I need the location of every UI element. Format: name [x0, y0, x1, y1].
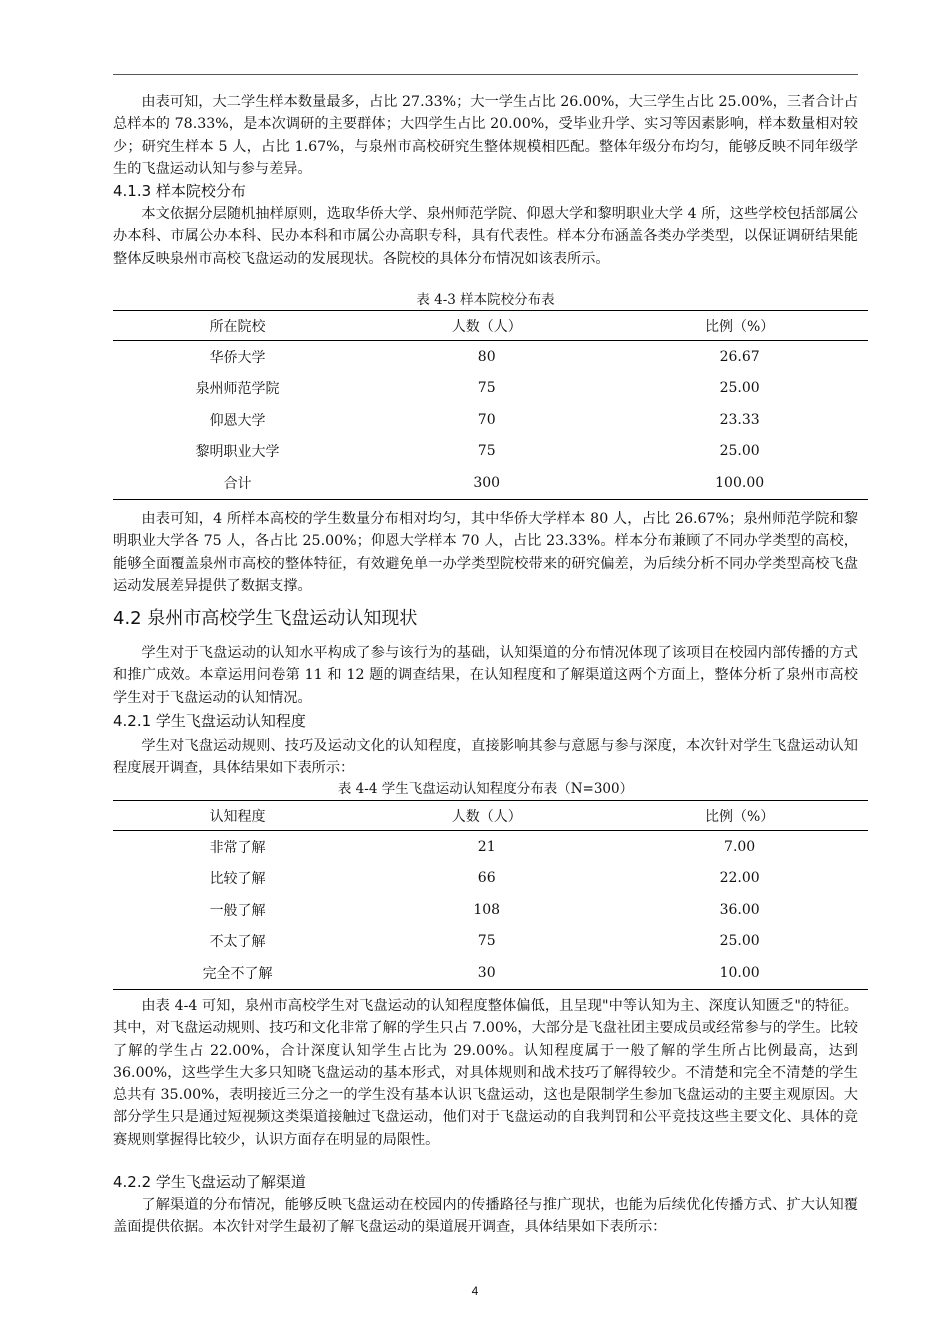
- paragraph-grade-summary: [113, 91, 858, 180]
- paragraph-cognition-analysis: [113, 995, 858, 1151]
- paragraph-school-analysis: [113, 508, 858, 597]
- column-header: 比例（%）: [611, 311, 868, 341]
- table-cell: 非常了解: [209, 839, 266, 856]
- heading-4-1-3: 4.1.3 样本院校分布: [113, 182, 246, 200]
- table-cell: 22.00: [719, 870, 760, 887]
- table-cell: 合计: [223, 475, 252, 492]
- paragraph-channel-intro: [113, 1194, 858, 1239]
- table-row: [113, 863, 868, 895]
- table-cell: 75: [477, 380, 496, 397]
- table-row: [113, 926, 868, 958]
- table-cell: 25.00: [719, 443, 760, 460]
- table-row: [113, 373, 868, 405]
- table-row: [113, 467, 868, 499]
- table-cell: 23.33: [719, 411, 760, 428]
- paragraph-text: 由表可知，大二学生样本数量最多，占比 27.33%；大一学生占比 26.00%，大三学生占比 25.00%，三者合计占总样本的 78.33%，是本次调研的主要群体；大四学生占比 20.00%，受毕业升学、实习等因素影响，样本数量相对较少；研究生样本 5 人，占比 1.67%，与泉州市高校研究生整体规模相匹配。整体年级分布均匀，能够反映不同年级学生的飞盘运动认知与参与差异。: [113, 94, 858, 177]
- paragraph-text: 由表可知，4 所样本高校的学生数量分布相对均匀，其中华侨大学样本 80 人，占比 26.67%；泉州师范学院和黎明职业大学各 75 人，各占比 25.00%；仰恩大学样本 70 人，占比 23.33%。样本分布兼顾了不同办学类型的高校，能够全面覆盖泉州市高校的整体特征，有效避免单一办学类型院校带来的研究偏差，为后续分析不同办学类型高校飞盘运动发展差异提供了数据支撑。: [113, 511, 858, 594]
- paragraph-text: 由表 4-4 可知，泉州市高校学生对飞盘运动的认知程度整体偏低，且呈现"中等认知为主、深度认知匮乏"的特征。其中，对飞盘运动规则、技巧和文化非常了解的学生只占 7.00%，大部分是飞盘社团主要成员或经常参与的学生。比较了解的学生占 22.00%，合计深度认知学生占比为 29.00%。认知程度属于一般了解的学生所占比例最高，达到 36.00%，这些学生大多只知晓飞盘运动的基本形式，对具体规则和战术技巧了解得较少。不清楚和完全不清楚的学生总共有 35.00%，表明接近三分之一的学生没有基本认识飞盘运动，这也是限制学生参加飞盘运动的主要主观原因。大部分学生只是通过短视频这类渠道接触过飞盘运动，他们对于飞盘运动的自我判罚和公平竞技这些主要文化、具体的竞赛规则掌握得比较少，认识方面存在明显的局限性。: [113, 998, 858, 1148]
- heading-4-2-1: 4.2.1 学生飞盘运动认知程度: [113, 712, 306, 730]
- table-cell: 70: [477, 411, 496, 428]
- table-cell: 完全不了解: [202, 965, 273, 982]
- table-cell: 仰恩大学: [209, 412, 266, 429]
- table-row: [113, 404, 868, 436]
- table-row: [113, 894, 868, 926]
- table-cell: 不太了解: [209, 934, 266, 951]
- column-header: 比例（%）: [611, 801, 868, 831]
- paragraph-text: 学生对于飞盘运动的认知水平构成了参与该行为的基础，认知渠道的分布情况体现了该项目在校园内部传播的方式和推广成效。本章运用问卷第 11 和 12 题的调查结果，在认知程度和了解渠道这两个方面上，整体分析了泉州市高校学生对于飞盘运动的认知情况。: [113, 645, 858, 706]
- table-cell: 75: [477, 443, 496, 460]
- table-cell: 25.00: [719, 933, 760, 950]
- column-header: 所在院校: [113, 311, 362, 341]
- table-cell: 华侨大学: [209, 349, 266, 366]
- table-4-4: [113, 800, 868, 990]
- table-cell: 30: [477, 964, 496, 981]
- table-cell: 80: [477, 348, 496, 365]
- table-cell: 75: [477, 933, 496, 950]
- paragraph-cognition-intro: [113, 642, 858, 709]
- table-cell: 300: [473, 474, 501, 491]
- column-header: 人数（人）: [362, 311, 611, 341]
- table-4-3: [113, 310, 868, 500]
- header-rule: [113, 74, 858, 75]
- table-cell: 比较了解: [209, 871, 266, 888]
- column-header: 人数（人）: [362, 801, 611, 831]
- table-cell: 36.00: [719, 901, 760, 918]
- table-cell: 21: [477, 838, 496, 855]
- page-number: 4: [471, 1284, 479, 1298]
- paragraph-text: 学生对飞盘运动规则、技巧及运动文化的认知程度，直接影响其参与意愿与参与深度，本次针对学生飞盘运动认知程度展开调查，具体结果如下表所示：: [113, 738, 858, 777]
- table-row: [113, 341, 868, 373]
- paragraph-text: 本文依据分层随机抽样原则，选取华侨大学、泉州师范学院、仰恩大学和黎明职业大学 4 所，这些学校包括部属公办本科、市属公办本科、民办本科和市属公办高职专科，具有代表性。样本分布涵盖各类办学类型，以保证调研结果能整体反映泉州市高校飞盘运动的发展现状。各院校的具体分布情况如该表所示。: [113, 206, 858, 267]
- table-cell: 100.00: [715, 474, 765, 491]
- table-cell: 25.00: [719, 380, 760, 397]
- table-cell: 泉州师范学院: [195, 381, 280, 398]
- table-header-row: [113, 801, 868, 831]
- column-header: 认知程度: [113, 801, 362, 831]
- table-4-3-caption: 表 4-3 样本院校分布表: [416, 292, 555, 308]
- table-cell: 7.00: [724, 838, 756, 855]
- table-row: [113, 436, 868, 468]
- paragraph-cognition-level-intro: [113, 735, 858, 780]
- paragraph-text: 了解渠道的分布情况，能够反映飞盘运动在校园内的传播路径与推广现状，也能为后续优化传播方式、扩大认知覆盖面提供依据。本次针对学生最初了解飞盘运动的渠道展开调查，具体结果如下表所示：: [113, 1197, 858, 1236]
- paragraph-school-sampling: [113, 203, 858, 270]
- table-row: [113, 957, 868, 989]
- table-header-row: [113, 311, 868, 341]
- table-cell: 108: [473, 901, 501, 918]
- heading-4-2: 4.2 泉州市高校学生飞盘运动认知现状: [113, 608, 418, 629]
- table-cell: 一般了解: [209, 902, 266, 919]
- heading-4-2-2: 4.2.2 学生飞盘运动了解渠道: [113, 1173, 306, 1191]
- table-row: [113, 831, 868, 863]
- table-4-4-caption: 表 4-4 学生飞盘运动认知程度分布表（N=300）: [337, 781, 634, 797]
- table-cell: 10.00: [719, 964, 760, 981]
- table-cell: 66: [477, 870, 496, 887]
- table-cell: 26.67: [719, 348, 760, 365]
- table-cell: 黎明职业大学: [195, 444, 280, 461]
